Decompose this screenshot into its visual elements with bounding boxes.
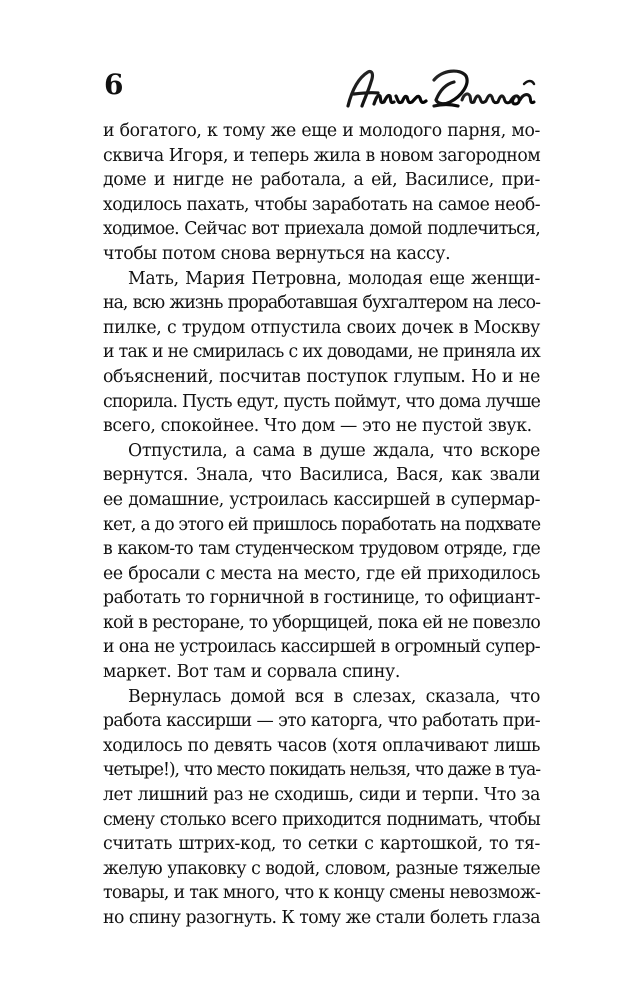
text-line: кой в ресторане, то уборщицей, пока ей не повезло <box>103 612 540 633</box>
text-line: и так и не смирилась с их доводами, не приняла их <box>103 342 540 363</box>
text-line: маркет. Вот там и сорвала спину. <box>103 662 400 683</box>
text-line: лет лишний раз не сходишь, сиди и терпи. Что за <box>103 785 540 806</box>
text-line: но спину разогнуть. К тому же стали болеть глаза <box>103 908 540 928</box>
text-line: желую упаковку с водой, словом, разные тяжелые <box>103 858 540 879</box>
text-line: ходилось по девять часов (хотя оплачивают лишь <box>103 735 540 756</box>
text-line: пилке, с трудом отпустила своих дочек в Москву <box>103 317 540 338</box>
text-line: доме и нигде не работала, а ей, Василисе, при- <box>103 170 540 191</box>
text-line: работа кассирши — это каторга, что работать при- <box>103 711 540 732</box>
text-line: четыре!), что место покидать нельзя, что даже в туа- <box>103 760 540 781</box>
text-line: вернутся. Знала, что Василиса, Вася, как звали <box>103 465 540 486</box>
text-line: Вернулась домой вся в слезах, сказала, что <box>128 686 540 707</box>
text-line: спорила. Пусть едут, пусть поймут, что дома лучше <box>103 391 540 412</box>
text-line: в каком-то там студенческом трудовом отряде, где <box>103 539 540 560</box>
text-line: и богатого, к тому же еще и молодого парня, мо- <box>103 121 540 141</box>
text-line: Мать, Мария Петровна, молодая еще женщи- <box>128 268 540 289</box>
text-line: ходилось пахать, чтобы заработать на самое необ- <box>103 194 540 215</box>
text-line: сквича Игоря, и теперь жила в новом загородном <box>103 145 541 166</box>
text-line: объяснений, посчитав поступок глупым. Но и не <box>103 366 540 387</box>
text-line: товары, и так много, что к концу смены невозмож- <box>103 883 541 904</box>
text-line: чтобы потом снова вернуться на кассу. <box>103 243 451 264</box>
text-line: ее бросали с места на место, где ей приходилось <box>103 563 540 584</box>
text-line: всего, спокойнее. Что дом — это не пустой звук. <box>103 416 532 437</box>
author-signature-graphic <box>338 60 543 120</box>
text-line: смену столько всего приходится поднимать, чтобы <box>103 809 540 830</box>
page-body-text <box>103 119 540 931</box>
text-line: считать штрих-код, то сетки с картошкой, то тя- <box>103 834 540 855</box>
text-line: ее домашние, устроилась кассиршей в супермар- <box>103 489 540 510</box>
text-line: ходимое. Сейчас вот приехала домой подлечиться, <box>103 219 540 240</box>
text-line: кет, а до этого ей пришлось поработать на подхвате <box>103 514 541 535</box>
text-line: работать то горничной в гостинице, то официант- <box>103 588 540 609</box>
text-line: Отпустила, а сама в душе ждала, что вскоре <box>128 440 540 461</box>
text-line: и она не устроилась кассиршей в огромный супер- <box>103 637 540 658</box>
page-number: 6 <box>104 68 124 101</box>
running-header <box>0 0 619 130</box>
author-name-logo <box>338 60 543 120</box>
text-line: на, всю жизнь проработавшая бухгалтером на лесо- <box>103 293 540 314</box>
